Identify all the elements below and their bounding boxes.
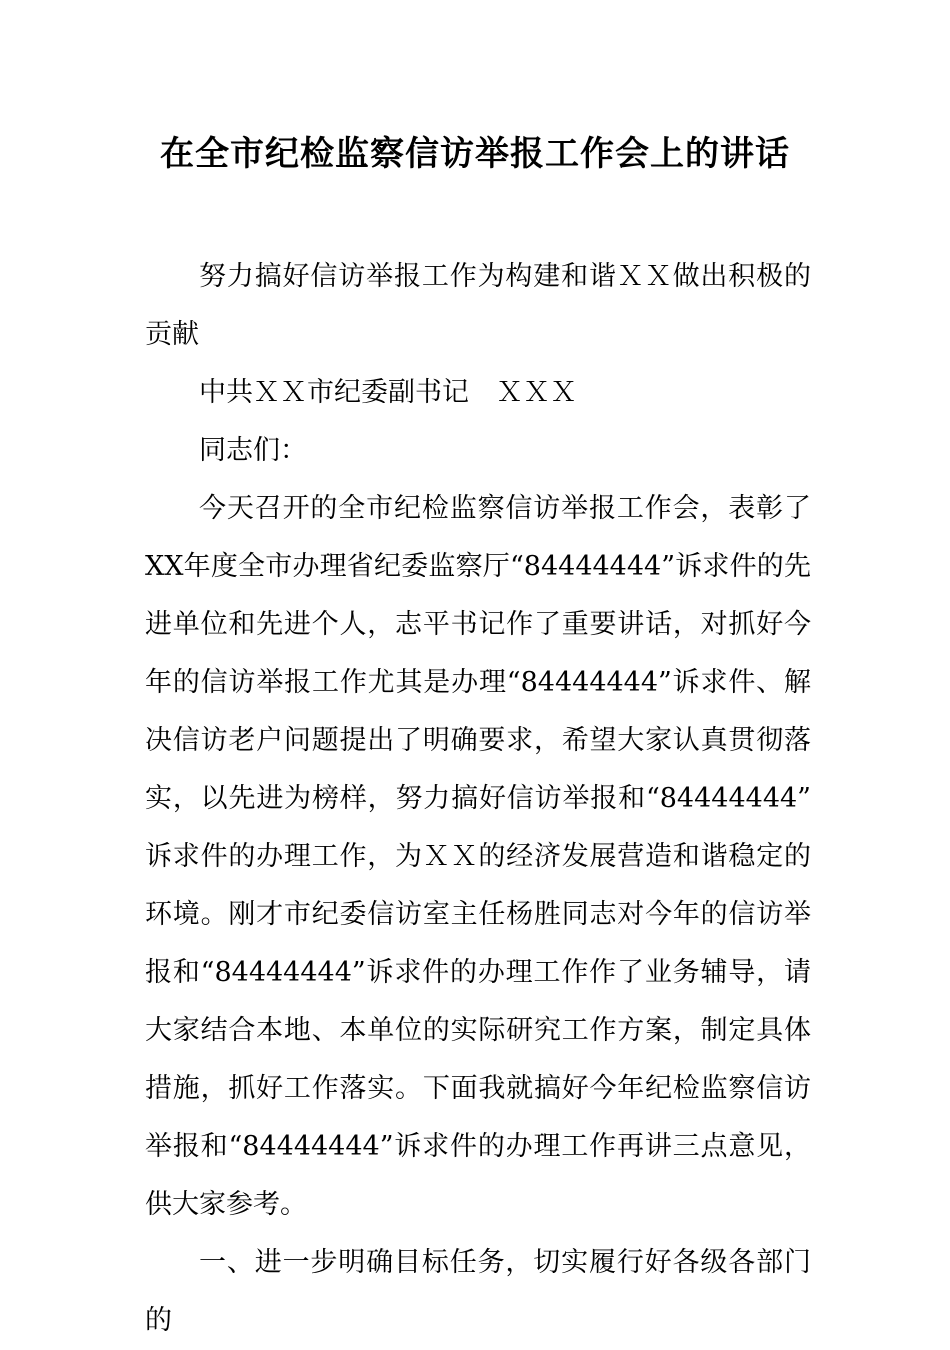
salutation: 同志们： <box>199 435 307 466</box>
document-body <box>145 248 811 1350</box>
author-line: 中共ＸＸ市纪委副书记 ＸＸＸ <box>199 377 577 408</box>
body-paragraph-1: 今天召开的全市纪检监察信访举报工作会，表彰了XX年度全市办理省纪委监察厅“84444444”诉求件的先进单位和先进个人，志平书记作了重要讲话，对抓好今年的信访举报工作尤其是办理“84444444”诉求件、解决信访老户问题提出了明确要求，希望大家认真贯彻落实，以先进为榜样，努力搞好信访举报和“84444444”诉求件的办理工作，为ＸＸ的经济发展营造和谐稳定的环境。刚才市纪委信访室主任杨胜同志对今年的信访举报和“84444444”诉求件的办理工作作了业务辅导，请大家结合本地、本单位的实际研究工作方案，制定具体措施，抓好工作落实。下面我就搞好今年纪检监察信访举报和“84444444”诉求件的办理工作再讲三点意见，供大家参考。 <box>145 493 811 1220</box>
speech-subtitle: 努力搞好信访举报工作为构建和谐ＸＸ做出积极的贡献 <box>145 261 811 350</box>
document-title: 在全市纪检监察信访举报工作会上的讲话 <box>160 134 790 174</box>
section-heading-1: 一、进一步明确目标任务，切实履行好各级各部门的 <box>145 1247 811 1336</box>
